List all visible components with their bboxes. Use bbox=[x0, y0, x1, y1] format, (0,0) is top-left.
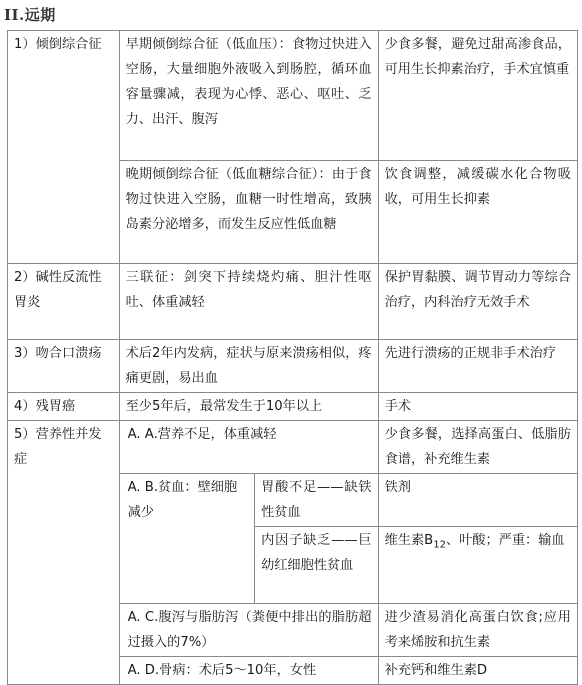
anemia-iron-desc: 胃酸不足——缺铁性贫血 bbox=[255, 474, 379, 527]
early-dumping-treat: 少食多餐，避免过甜高渗食品，可用生长抑素治疗，手术宜慎重 bbox=[378, 31, 577, 161]
table-row bbox=[8, 340, 578, 393]
cancer-treat: 手术 bbox=[378, 393, 577, 421]
bone-desc: A. D.骨病：术后5～10年，女性 bbox=[119, 657, 378, 685]
nutrition-a-desc: A. A.营养不足，体重减轻 bbox=[119, 421, 378, 474]
diarrhea-desc: A. C.腹泻与脂肪泻（粪便中排出的脂肪超过摄入的7%） bbox=[119, 604, 378, 657]
row-label-dumping: 1）倾倒综合征 bbox=[8, 31, 120, 264]
section-title: II.远期 bbox=[4, 6, 56, 24]
early-dumping-desc: 早期倾倒综合征（低血压）：食物过快进入空肠，大量细胞外液吸入到肠腔，循环血容量骤减，表现为心悸、恶心、呕吐、乏力、出汗、腹泻 bbox=[119, 31, 378, 161]
row-label-cancer: 4）残胃癌 bbox=[8, 393, 120, 421]
bone-treat: 补充钙和维生素D bbox=[378, 657, 577, 685]
anemia-label: A. B.贫血：壁细胞减少 bbox=[119, 474, 254, 604]
reflux-treat: 保护胃黏膜、调节胃动力等综合治疗，内科治疗无效手术 bbox=[378, 264, 577, 340]
complications-table bbox=[7, 30, 578, 685]
anemia-b12-treat: 维生素$B_{12}$、叶酸；严重：输血 bbox=[378, 527, 577, 604]
row-label-reflux: 2）碱性反流性胃炎 bbox=[8, 264, 120, 340]
ulcer-desc: 术后2年内发病，症状与原来溃疡相似，疼痛更剧，易出血 bbox=[119, 340, 378, 393]
table-row bbox=[8, 264, 578, 340]
anemia-b12-desc: 内因子缺乏——巨幼红细胞性贫血 bbox=[255, 527, 379, 604]
diarrhea-treat: 进少渣易消化高蛋白饮食;应用考来烯胺和抗生素 bbox=[378, 604, 577, 657]
reflux-desc: 三联征：剑突下持续烧灼痛、胆汁性呕吐、体重减轻 bbox=[119, 264, 378, 340]
ulcer-treat: 先进行溃疡的正规非手术治疗 bbox=[378, 340, 577, 393]
table-row bbox=[8, 393, 578, 421]
nutrition-a-treat: 少食多餐，选择高蛋白、低脂肪食谱，补充维生素 bbox=[378, 421, 577, 474]
anemia-iron-treat: 铁剂 bbox=[378, 474, 577, 527]
row-label-nutrition: 5）营养性并发症 bbox=[8, 421, 120, 685]
row-label-ulcer: 3）吻合口溃疡 bbox=[8, 340, 120, 393]
cancer-desc: 至少5年后，最常发生于10年以上 bbox=[119, 393, 378, 421]
table-row bbox=[8, 421, 578, 474]
table-row bbox=[8, 31, 578, 161]
late-dumping-desc: 晚期倾倒综合征（低血糖综合征）：由于食物过快进入空肠，血糖一时性增高，致胰岛素分泌增多，而发生反应性低血糖 bbox=[119, 161, 378, 264]
late-dumping-treat: 饮食调整，减缓碳水化合物吸收，可用生长抑素 bbox=[378, 161, 577, 264]
